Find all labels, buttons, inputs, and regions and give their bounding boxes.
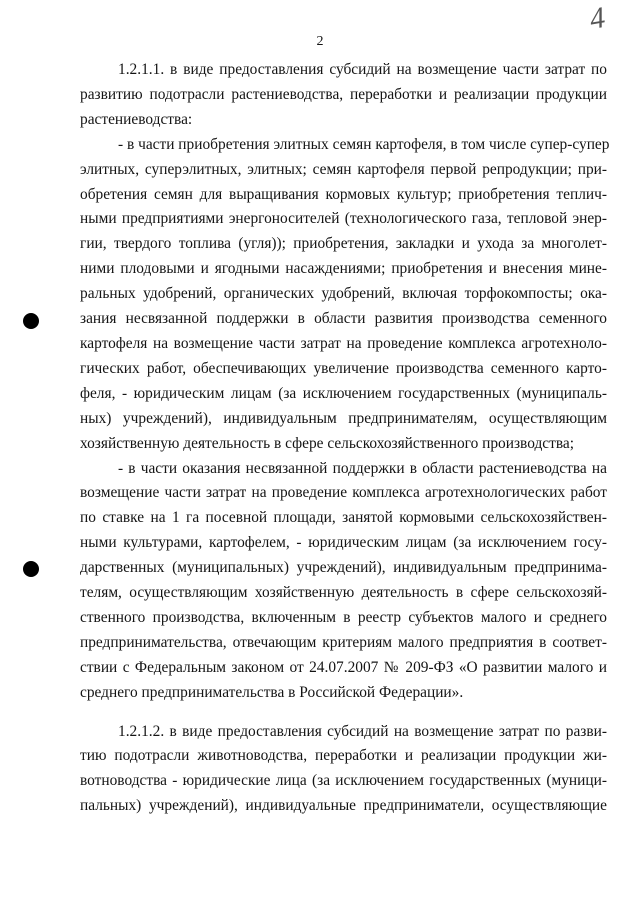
text-line: среднего предпринимательства в Российской Федерации».	[80, 683, 464, 701]
text-line: ствии с Федеральным законом от 24.07.2007 № 209-ФЗ «О развитии малого и	[80, 658, 607, 676]
handwritten-page-mark: 4	[587, 0, 608, 37]
text-line: - в части оказания несвязанной поддержки в области растениеводства на	[118, 459, 607, 477]
text-line: развитию подотрасли растениеводства, переработки и реализации продукции	[80, 85, 607, 103]
page-number: 2	[316, 34, 324, 49]
text-line: ственного производства, включенным в реестр субъектов малого и среднего	[80, 608, 607, 626]
text-line: - в части приобретения элитных семян картофеля, в том числе супер-супер	[118, 135, 610, 153]
punch-hole-mark	[23, 561, 39, 577]
document-body	[80, 58, 610, 819]
text-line: дарственных (муниципальных) учреждений), индивидуальным предпринима-	[80, 559, 607, 577]
text-line: хозяйственную деятельность в сфере сельскохозяйственного производства;	[80, 434, 575, 452]
text-line: 1.2.1.1. в виде предоставления субсидий на возмещение части затрат по	[118, 61, 607, 78]
text-line: гических работ, обеспечивающих увеличение производства семенного карто-	[80, 359, 607, 377]
text-line: возмещение части затрат на проведение комплекса агротехнологических работ	[80, 484, 607, 502]
text-line: ними плодовыми и ягодными насаждениями; приобретения и внесения мине-	[80, 260, 607, 278]
text-line: по ставке на 1 га посевной площади, занятой кормовыми сельскохозяйствен-	[80, 509, 607, 527]
text-line: предпринимательства, отвечающим критериям малого предприятия в соответ-	[80, 633, 607, 651]
text-line: феля, - юридическим лицам (за исключением государственных (муниципаль-	[80, 384, 607, 402]
text-line: картофеля на возмещение части затрат на проведение комплекса агротехноло-	[80, 334, 607, 352]
text-line: элитных, суперэлитных, элитных; семян картофеля первой репродукции; при-	[80, 160, 607, 178]
text-line: обретения семян для выращивания кормовых культур; приобретения теплич-	[80, 185, 607, 203]
text-line: растениеводства:	[80, 110, 193, 128]
text-line: пальных) учреждений), индивидуальные предприниматели, осуществляющие	[80, 797, 607, 815]
text-line: тию подотрасли животноводства, переработки и реализации продукции жи-	[80, 747, 607, 765]
text-line: ными предприятиями энергоносителей (технологического газа, тепловой энер-	[80, 210, 607, 228]
text-line: ральных удобрений, органических удобрений, включая торфокомпосты; ока-	[80, 285, 607, 303]
text-line: гии, твердого топлива (угля)); приобретения, закладки и ухода за многолет-	[80, 235, 607, 253]
text-line: телям, осуществляющим хозяйственную деятельность в сфере сельскохозяй-	[80, 584, 607, 602]
text-line: ных) учреждений), индивидуальным предпринимателям, осуществляющим	[80, 409, 607, 427]
punch-hole-mark	[23, 313, 39, 329]
text-line: ными культурами, картофелем, - юридическим лицам (за исключением госу-	[80, 534, 607, 552]
text-line: зания несвязанной поддержки в области развития производства семенного	[80, 310, 607, 328]
text-line: 1.2.1.2. в виде предоставления субсидий на возмещение затрат по разви-	[118, 722, 607, 740]
text-line: вотноводства - юридические лица (за исключением государственных (муници-	[80, 772, 607, 790]
